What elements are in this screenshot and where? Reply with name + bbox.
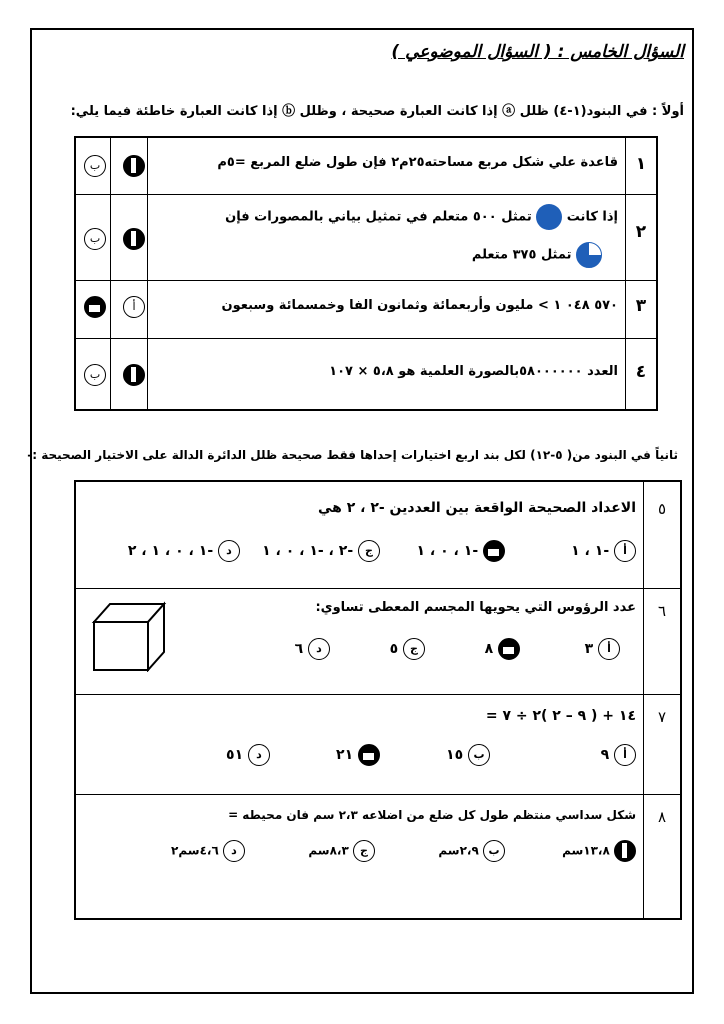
option-circle[interactable]: ج <box>403 638 425 660</box>
option-circle[interactable]: أ <box>598 638 620 660</box>
option-false-1[interactable]: ب <box>84 155 106 177</box>
q5-option-b[interactable]: -١ ، ٠ ، ١ <box>417 540 505 562</box>
true-false-table <box>74 136 658 411</box>
row-number: ١ <box>635 154 647 174</box>
row-number: ٣ <box>635 296 647 316</box>
statement-4: العدد ٥٨٠٠٠٠٠٠بالصورة العلمية هو ٥،٨ × ١٠٧ <box>329 364 618 379</box>
cube-figure-icon <box>90 600 170 672</box>
option-circle[interactable]: د <box>218 540 240 562</box>
option-circle[interactable] <box>498 638 520 660</box>
question-number: ٦ <box>657 602 667 620</box>
pictograph-three-quarter-circle-icon <box>576 242 602 268</box>
q8-option-d[interactable]: د ٤،٦سم٢ <box>171 840 245 862</box>
option-circle[interactable]: أ <box>614 540 636 562</box>
q6-option-a[interactable]: أ ٣ <box>585 638 620 660</box>
multiple-choice-table <box>74 480 682 920</box>
q6-option-c[interactable]: ج ٥ <box>390 638 425 660</box>
option-circle[interactable]: د <box>223 840 245 862</box>
option-circle[interactable]: د <box>248 744 270 766</box>
question-6: عدد الرؤوس التي يحويها المجسم المعطى تساوي: <box>315 600 636 615</box>
option-false-2[interactable]: ب <box>84 228 106 250</box>
option-circle[interactable] <box>483 540 505 562</box>
question-5: الاعداد الصحيحة الواقعة بين العددين -٢ ، ٢ هي <box>317 500 636 516</box>
option-circle[interactable]: ج <box>353 840 375 862</box>
statement-3: ٥٧٠ ٠٤٨ ١ > مليون وأربعمائة وثمانون الفا وخمسمائة وسبعون <box>221 298 618 313</box>
option-true-2[interactable] <box>123 228 145 250</box>
option-circle[interactable] <box>614 840 636 862</box>
statement-1: قاعدة علي شكل مربع مساحته٢٥م٢ فإن طول ضلع المربع =٥م <box>217 155 618 170</box>
option-circle[interactable]: ج <box>358 540 380 562</box>
q6-option-b[interactable]: ٨ <box>485 638 520 660</box>
question-number: ٧ <box>657 708 667 726</box>
option-circle[interactable]: ب <box>483 840 505 862</box>
statement-2-line2: تمثل ٣٧٥ متعلم <box>472 242 602 268</box>
statement-2: إذا كانت تمثل ٥٠٠ متعلم في تمثيل بياني بالمصورات فإن <box>225 204 618 230</box>
option-true-3[interactable]: أ <box>123 296 145 318</box>
q8-option-b[interactable]: ب ٢،٩سم <box>438 840 505 862</box>
q7-option-b[interactable]: ب ١٥ <box>446 744 490 766</box>
q7-option-d[interactable]: د ٥١ <box>226 744 270 766</box>
q5-option-c[interactable]: ج -٢ ، -١ ، ٠ ، ١ <box>262 540 380 562</box>
q7-option-c[interactable]: ٢١ <box>336 744 380 766</box>
option-circle[interactable] <box>358 744 380 766</box>
option-true-1[interactable] <box>123 155 145 177</box>
option-false-3[interactable] <box>84 296 106 318</box>
option-true-4[interactable] <box>123 364 145 386</box>
q7-option-a[interactable]: أ ٩ <box>601 744 636 766</box>
row-number: ٤ <box>635 362 647 382</box>
page-title: السؤال الخامس : ( السؤال الموضوعي ) <box>391 42 684 62</box>
pictograph-full-circle-icon <box>536 204 562 230</box>
option-false-4[interactable]: ب <box>84 364 106 386</box>
question-number: ٨ <box>657 808 667 826</box>
option-circle[interactable]: أ <box>614 744 636 766</box>
q5-option-a[interactable]: أ -١ ، ١ <box>571 540 636 562</box>
part2-instruction: ثانياً في البنود من( ٥-١٢) لكل بند اربع اختيارات إحداها فقط صحيحة ظلل الدائرة الدالة على الاختيار الصحيحة :- <box>27 448 678 462</box>
q5-option-d[interactable]: د -١ ، ٠ ، ١ ، ٢ <box>128 540 240 562</box>
option-circle[interactable]: د <box>308 638 330 660</box>
question-7: ١٤ + ( ٩ – ٢ )٢ ÷ ٧ = <box>485 708 636 724</box>
row-number: ٢ <box>635 222 647 242</box>
q6-option-d[interactable]: د ٦ <box>295 638 330 660</box>
option-circle[interactable]: ب <box>468 744 490 766</box>
q8-option-c[interactable]: ج ٨،٣سم <box>308 840 375 862</box>
question-number: ٥ <box>657 500 667 518</box>
part1-instruction: أولاً : في البنود(١-٤) ظلل ⓐ إذا كانت العبارة صحيحة ، وظلل ⓑ إذا كانت العبارة خاطئة فيما يلي: <box>70 104 684 119</box>
question-8: شكل سداسي منتظم طول كل ضلع من اضلاعه ٢،٣ سم فان محيطه = <box>228 808 636 822</box>
q8-option-a[interactable]: ١٣،٨سم <box>562 840 636 862</box>
